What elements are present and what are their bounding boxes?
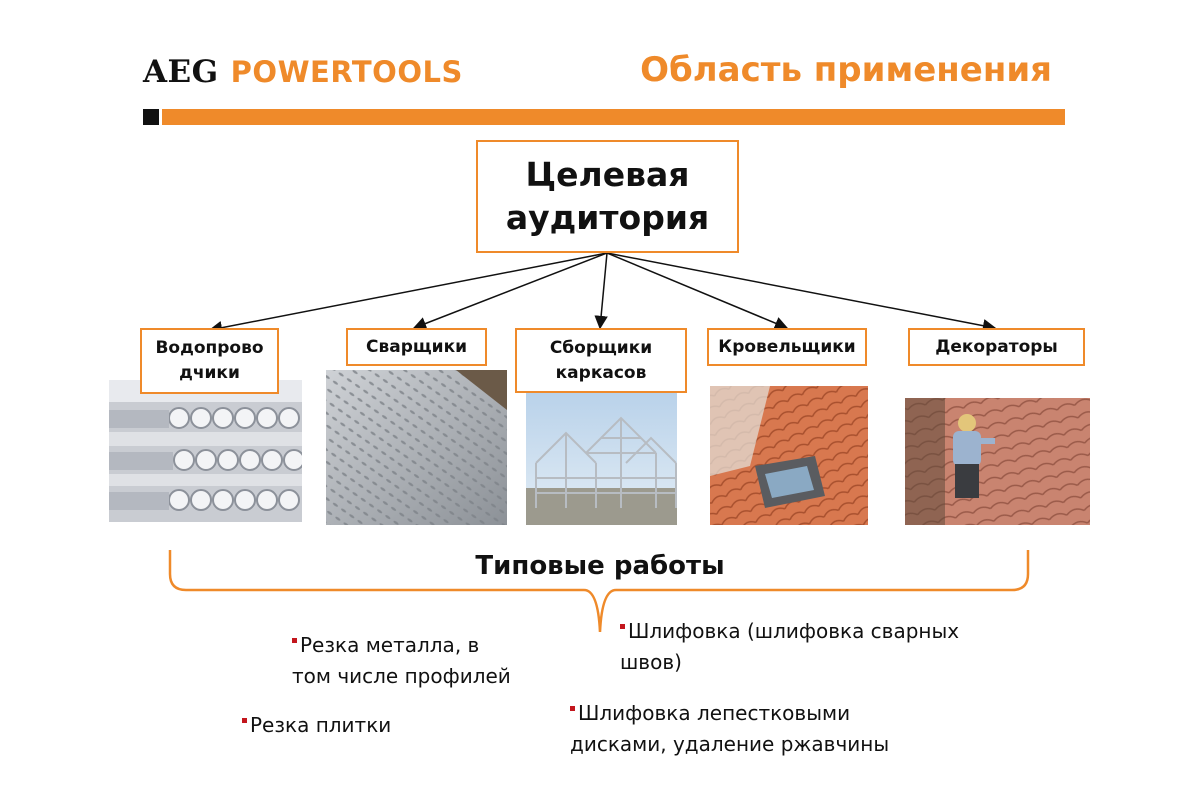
typical-works-title: Типовые работы xyxy=(475,551,725,581)
bullet-flap-disc-grinding-line1: Шлифовка лепестковыми xyxy=(578,701,851,725)
bullet-weld-grinding-line2: швов) xyxy=(620,650,682,674)
bullet-metal-cutting-line2: том числе профилей xyxy=(292,664,511,688)
bullet-marker xyxy=(292,638,297,643)
category-plumbers xyxy=(140,328,279,394)
category-welders xyxy=(346,328,487,366)
bullet-metal-cutting-line1: Резка металла, в xyxy=(300,633,480,657)
target-audience-line2: аудитория xyxy=(505,197,710,237)
category-frame-builders-line2: каркасов xyxy=(555,362,647,383)
logo-brand: AEG xyxy=(143,54,219,90)
arrow-to-decorators xyxy=(607,253,995,328)
roof-worker-photo xyxy=(905,398,1090,525)
category-frame-builders-line1: Сборщики xyxy=(549,337,653,358)
bullet-weld-grinding xyxy=(620,616,959,678)
roof-tiles-photo xyxy=(710,386,868,525)
category-frame-builders xyxy=(515,328,687,393)
target-audience-box xyxy=(476,140,739,253)
bullet-flap-disc-grinding-line2: дисками, удаление ржавчины xyxy=(570,732,890,756)
bullet-metal-cutting xyxy=(292,630,511,692)
logo-suffix: POWERTOOLS xyxy=(230,55,463,89)
header-bar-black-square xyxy=(143,109,159,125)
bullet-weld-grinding-line1: Шлифовка (шлифовка сварных xyxy=(628,619,960,643)
arrow-to-plumbers xyxy=(210,253,607,330)
slide-title: Область применения xyxy=(640,50,1052,90)
category-plumbers-line2: дчики xyxy=(179,363,240,383)
bullet-marker xyxy=(570,706,575,711)
category-decorators-label: Декораторы xyxy=(935,336,1058,357)
bullet-tile-cutting-line1: Резка плитки xyxy=(250,713,392,737)
category-roofers-label: Кровельщики xyxy=(718,336,856,357)
arrow-to-frame-builders xyxy=(600,253,607,328)
target-audience-line1: Целевая xyxy=(525,154,690,194)
steel-frame-photo xyxy=(526,393,677,525)
header-bar-orange xyxy=(162,109,1065,125)
bullet-marker xyxy=(242,718,247,723)
pipes-photo xyxy=(109,380,302,522)
bullet-marker xyxy=(620,624,625,629)
category-roofers xyxy=(707,328,867,366)
aeg-powertools-logo xyxy=(143,52,463,92)
category-welders-label: Сварщики xyxy=(365,336,468,357)
category-plumbers-line1: Водопрово xyxy=(155,338,264,359)
bullet-tile-cutting xyxy=(242,710,391,741)
category-decorators xyxy=(908,328,1085,366)
bullet-flap-disc-grinding xyxy=(570,698,889,760)
arrow-to-welders xyxy=(414,253,607,328)
metal-sheet-photo xyxy=(326,370,507,525)
arrow-to-roofers xyxy=(607,253,787,328)
